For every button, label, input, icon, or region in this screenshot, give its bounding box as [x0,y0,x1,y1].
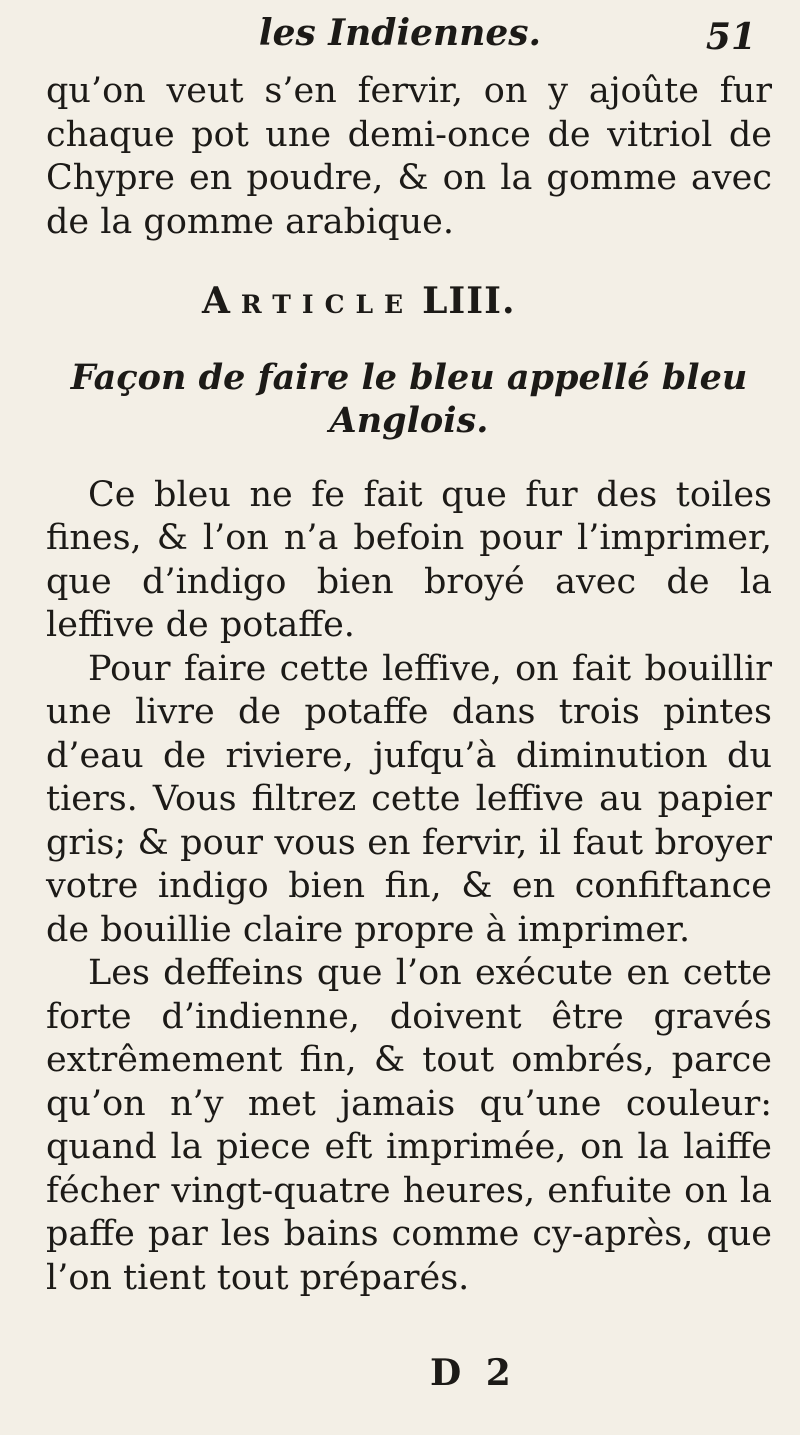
article-number: LIII. [422,280,516,322]
running-title: les Indiennes. [258,12,542,54]
page-number: 51 [705,16,756,58]
page-body [46,70,772,1300]
article-label: Article [202,280,415,322]
paragraph-1: Ce bleu ne fe fait que fur des toiles fines, & l’on n’a befoin pour l’imprimer, que d’indigo bien broyé avec de la leffive de potaffe. [46,474,772,645]
section-title-line2: Anglois. [329,399,489,441]
continuation-paragraph: qu’on veut s’en fervir, on y ajoûte fur chaque pot une demi-once de vitriol de Chypre en poudre, & on la gomme avec de la gomme arabique. [46,71,772,242]
section-title [46,356,772,442]
section-title-line1: Façon de faire le bleu appellé bleu [70,356,748,398]
paragraph-2: Pour faire cette leffive, on fait bouillir une livre de potaffe dans trois pintes d’eau de riviere, jufqu’à diminution du tiers. Vous filtrez cette leffive au papier gris; & pour vous en fervir, il faut broyer votre indigo bien fin, & en confiftance de bouillie claire propre à imprimer. [46,648,772,950]
signature-mark: D 2 [430,1352,517,1394]
running-head [40,8,760,68]
article-heading [46,280,772,324]
paragraph-3: Les deffeins que l’on exécute en cette forte d’indienne, doivent être gravés extrêmement fin, & tout ombrés, parce qu’on n’y met jamais qu’une couleur: quand la piece eft imprimée, on la laiffe fécher vingt-quatre heures, enfuite on la paffe par les bains comme cy-après, que l’on tient tout préparés. [46,953,772,1298]
